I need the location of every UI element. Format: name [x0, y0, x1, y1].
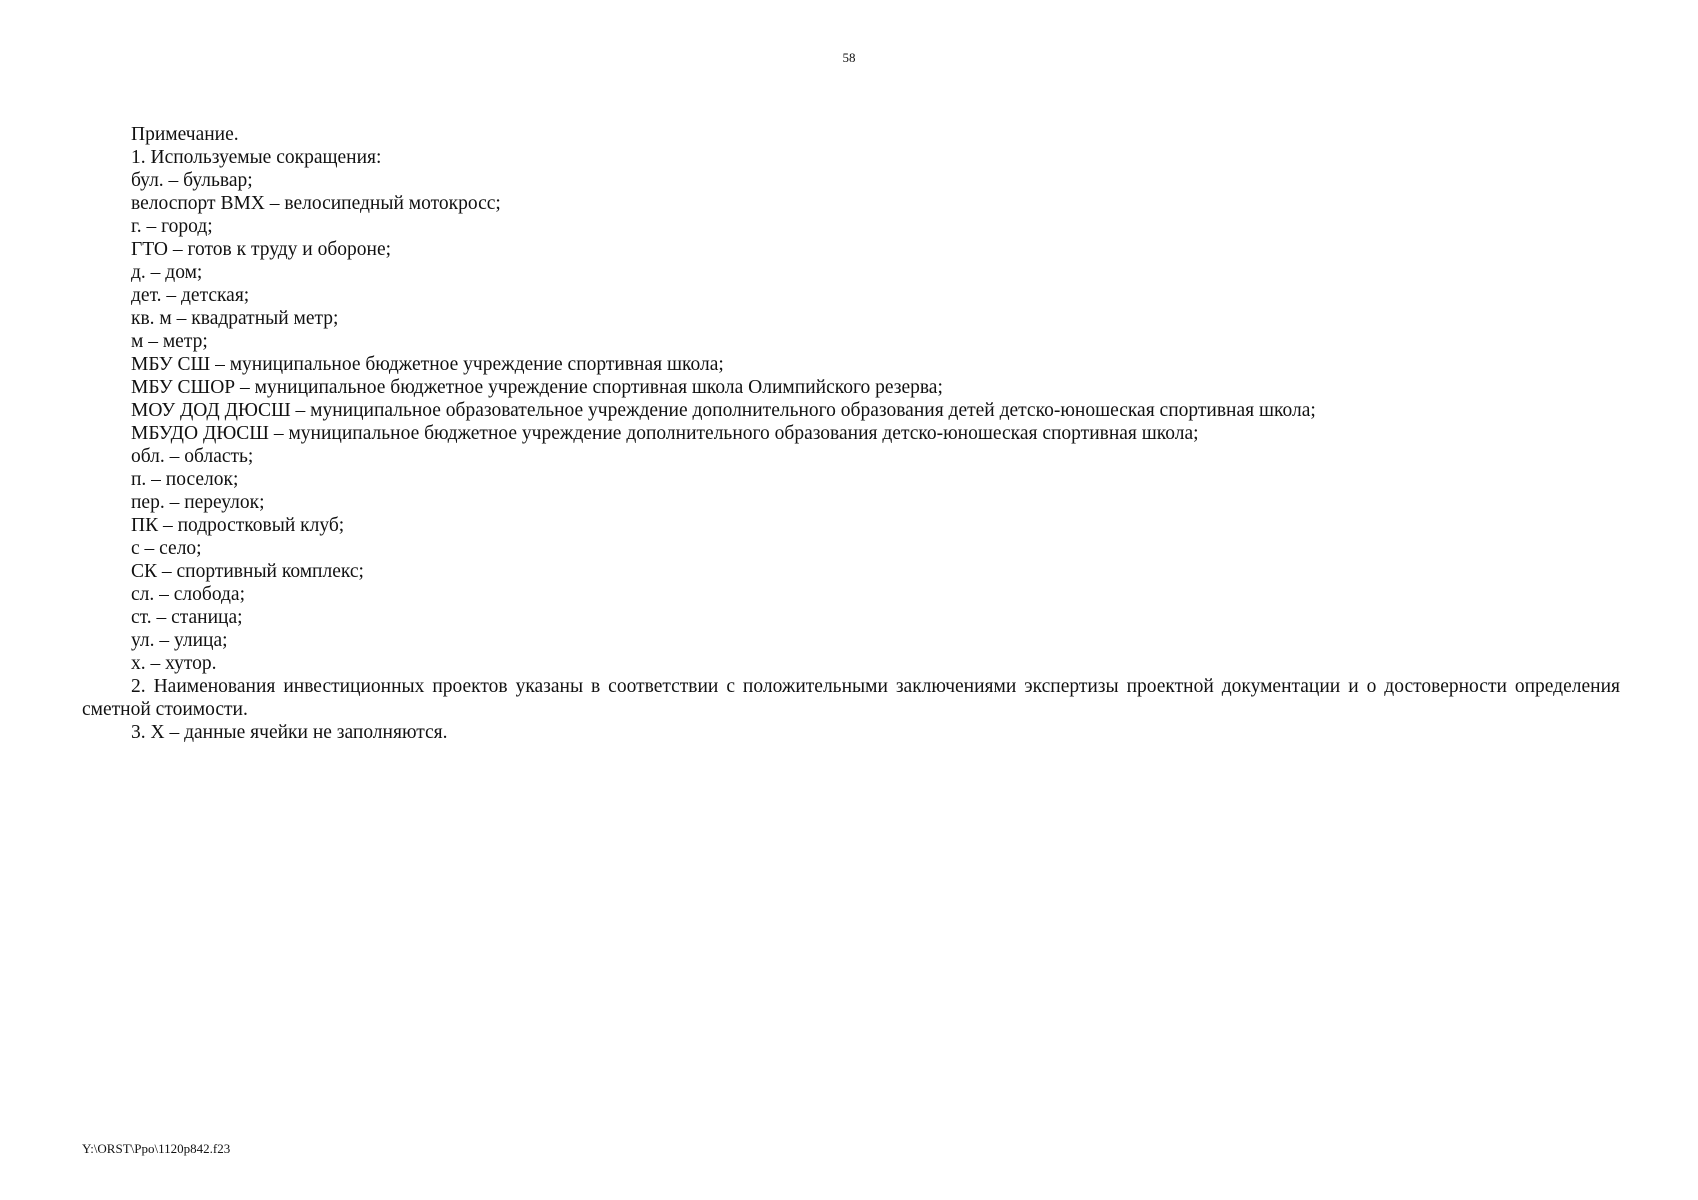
abbreviation-item: х. – хутор. — [131, 653, 217, 674]
abbreviation-item: ст. – станица; — [131, 607, 243, 628]
note-section-3: 3. Х – данные ячейки не заполняются. — [131, 722, 448, 743]
abbreviation-item: кв. м – квадратный метр; — [131, 308, 339, 329]
abbreviation-item: ГТО – готов к труду и обороне; — [131, 239, 392, 260]
abbreviation-item: п. – поселок; — [131, 469, 239, 490]
abbreviation-item: МБУ СШ – муниципальное бюджетное учреждение спортивная школа; — [131, 354, 724, 375]
abbreviation-item: бул. – бульвар; — [131, 170, 253, 191]
page-number: 58 — [842, 50, 856, 65]
abbreviation-item: м – метр; — [131, 331, 208, 352]
abbreviation-item: пер. – переулок; — [131, 492, 265, 513]
abbreviation-item: обл. – область; — [131, 446, 254, 467]
note-block — [82, 123, 1620, 744]
abbreviation-item: МБУ СШОР – муниципальное бюджетное учреждение спортивная школа Олимпийского резерва; — [131, 377, 943, 398]
abbreviation-item: сл. – слобода; — [131, 584, 246, 605]
abbreviation-item: МБУДО ДЮСШ – муниципальное бюджетное учреждение дополнительного образования детско-юношеская спортивная школа; — [131, 423, 1199, 444]
abbreviation-item: дет. – детская; — [131, 285, 250, 306]
abbreviation-item: СК – спортивный комплекс; — [131, 561, 364, 582]
file-path-footer: Y:\ORST\Ppo\1120p842.f23 — [82, 1141, 231, 1156]
abbreviations-list — [82, 169, 1620, 675]
note-heading: Примечание. — [131, 124, 239, 145]
note-section-2: 2. Наименования инвестиционных проектов указаны в соответствии с положительными заключениями экспертизы проектной документации и о достоверности определения сметной стоимости. — [82, 676, 1620, 720]
abbreviation-item: велоспорт BMX – велосипедный мотокросс; — [131, 193, 501, 214]
abbreviation-item: с – село; — [131, 538, 202, 559]
abbreviation-item: ул. – улица; — [131, 630, 228, 651]
abbreviation-item: г. – город; — [131, 216, 213, 237]
abbreviations-title: 1. Используемые сокращения: — [131, 147, 382, 168]
abbreviation-item: МОУ ДОД ДЮСШ – муниципальное образовательное учреждение дополнительного образования детей детско-юношеская спортивная школа; — [131, 400, 1316, 421]
abbreviation-item: д. – дом; — [131, 262, 203, 283]
abbreviation-item: ПК – подростковый клуб; — [131, 515, 345, 536]
